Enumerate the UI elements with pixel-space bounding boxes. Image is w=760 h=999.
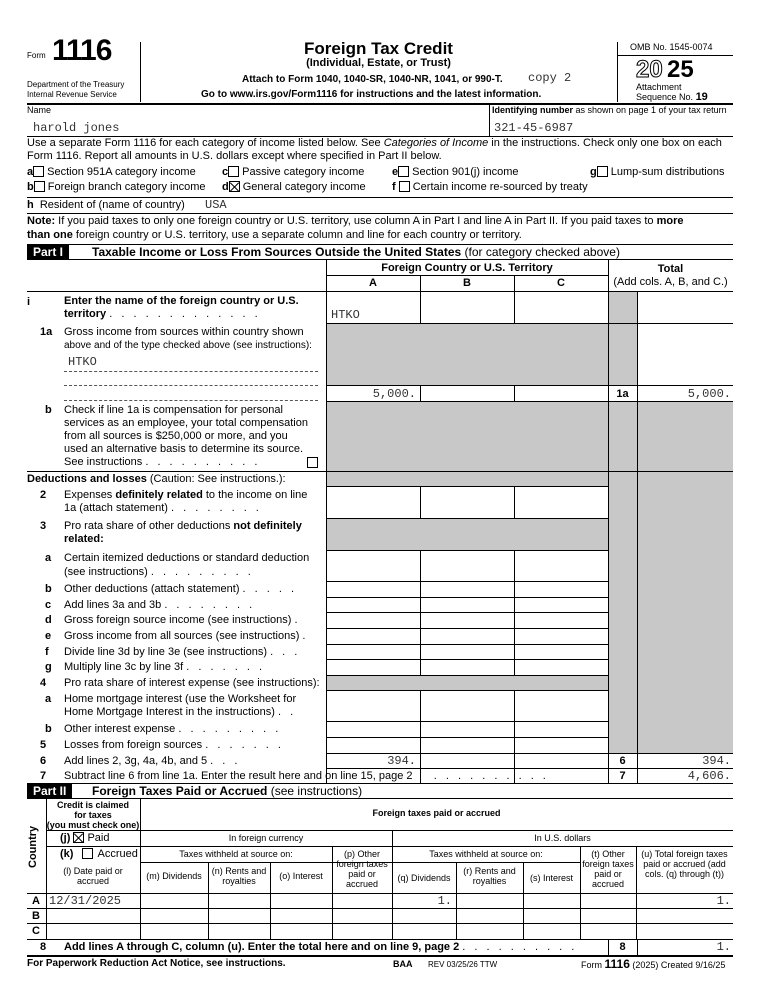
category-c[interactable]: c Passive category income [222,166,365,178]
grid-line [140,830,733,831]
checkbox-b[interactable] [34,181,45,192]
revision-label: REV 03/25/26 TTW [428,960,498,969]
row-c-label: C [32,925,40,937]
grid-line [326,275,608,276]
grid-line [27,798,733,799]
line-6-total[interactable]: 394. [702,754,731,768]
form-number: 1116 [52,34,112,67]
line-i-text: Enter the name of the foreign country or U.S. [64,295,299,307]
total-header: Total [657,263,684,275]
line-4-number: 4 [40,677,47,689]
form-title: Foreign Tax Credit [304,39,453,58]
department: Department of the Treasury [27,80,125,89]
grid-line [489,103,490,136]
line-3c-number: c [45,599,52,611]
line-1a-description[interactable]: HTKO [68,355,97,369]
note-text-2: than one foreign country or U.S. territory, use a separate column and line for each country or territory. [27,229,522,241]
id-label: Identifying number as shown on page 1 of your tax return [492,105,727,115]
line-1a-col-a[interactable]: 5,000. [372,387,416,401]
line-1a-text: Gross income from sources within country shown [64,326,304,338]
grid-line [392,862,580,863]
instructions-link[interactable]: Go to www.irs.gov/Form1116 for instructions and the latest information. [201,89,542,100]
line-3e-number: e [45,630,52,642]
line-3-text-2: related: [64,533,104,545]
line-3f-number: f [45,646,49,658]
country-label: Country [27,825,39,868]
line-6-number: 6 [40,755,47,767]
grid-line [327,401,608,471]
grid-line [326,659,608,660]
attachment-label: Attachment [636,82,682,92]
leader-dots: . . . . . . . . . . [145,456,261,468]
line-3-text: Pro rata share of other deductions not definitely [64,520,302,532]
footer-form-id: Form 1116 (2025) Created 9/16/25 [581,957,726,971]
grid-line [140,846,733,847]
intro-text-2: Form 1116. Report all amounts in U.S. dollars except where specified in Part II below. [27,150,442,162]
grid-line [326,581,608,582]
part2-tag: Part II [27,784,72,798]
leader-dots: . . . . . . . . [164,599,256,611]
line-1b-text: Check if line 1a is compensation for personal [64,404,283,416]
leader-dots: . . . . . . . [205,739,284,751]
grid-line [140,798,141,939]
tax-year-bold: 25 [667,56,694,83]
line-1a-text-2: above and of the type checked above (see instructions): [64,340,312,351]
name-label: Name [27,105,52,115]
us-dollars-header: In U.S. dollars [534,833,591,843]
col-l-header: (l) Date paid or accrued [63,866,123,886]
line-3a-text: Certain itemized deductions or standard deduction [64,552,310,564]
grid-line [326,628,608,629]
grid-line [326,486,608,487]
col-t-header: (t) Other foreign taxes paid or accrued [582,849,634,889]
line-i-text-2: territory . . . . . . . . . . . . . [64,308,261,320]
row-a-label: A [32,895,40,907]
column-c-header: C [557,277,565,289]
line-3c-text: Add lines 3a and 3b . . . . . . . . [64,599,256,611]
copy-label: copy 2 [528,71,572,85]
leader-dots: . . . . . . . . . . [462,941,578,953]
paid-option[interactable]: (j) Paid [60,832,110,844]
leader-dots: . . . . . [242,583,298,595]
line-1b-text-2: services as an employee, your total compensation [64,417,308,429]
line-1b-text-3: from all sources is $250,000 or more, and you [64,430,288,442]
line-1a-total[interactable]: 5,000. [687,387,731,401]
line-4a-text-2: Home Mortgage Interest in the instructions) . . [64,706,297,718]
category-g[interactable]: g Lump-sum distributions [590,166,725,178]
checkbox-g[interactable] [597,166,608,177]
leader-dots: . . . [210,755,241,767]
col-r-header: (r) Rents and royalties [463,866,516,886]
leader-dots: . [294,614,301,626]
line-8-text: Add lines A through C, column (u). Enter the total here and on line 9, page 2 . . . . . . . . . . [64,941,578,953]
col-m-header: (m) Dividends [146,871,202,881]
line-3a-text-2: (see instructions) . . . . . . . . . [64,566,254,578]
line-3-number: 3 [40,520,47,532]
line-3b-text: Other deductions (attach statement) . . . . . [64,583,298,595]
grid-line [27,471,733,472]
grid-line [326,550,608,551]
grid-line [327,675,608,690]
col-n-header: (n) Rents and royalties [211,866,267,886]
grid-line [617,42,618,102]
grid-line [27,259,733,260]
grid-line [326,612,608,613]
line-1b-text-5: See instructions . . . . . . . . . . [64,456,261,468]
row-b-label: B [32,910,40,922]
line-5-number: 5 [40,739,47,751]
grid-line [326,401,733,402]
accrued-option[interactable]: (k) Accrued [60,848,138,860]
withheld-fc-header: Taxes withheld at source on: [179,849,293,859]
grid-line [326,690,608,691]
grid-line [609,292,637,386]
foreign-currency-header: In foreign currency [228,833,304,843]
line-4a-text: Home mortgage interest (use the Worksheet for [64,693,297,705]
attach-note: Attach to Form 1040, 1040-SR, 1040-NR, 1041, or 990-T. [242,74,503,85]
leader-dots: . . . . . . . [186,661,266,673]
leader-dots: . . . . . . . . . . [415,770,549,782]
line-7-total[interactable]: 4,606. [687,769,731,783]
line-3b-number: b [45,583,52,595]
form-label: Form [27,51,46,60]
line-7-number: 7 [40,770,47,782]
line-3g-text: Multiply line 3c by line 3f . . . . . . . [64,661,266,673]
intro-text: Use a separate Form 1116 for each category of income listed below. See Categories of Income in the instructions. Check only one box on each [27,137,722,149]
line-5-text: Losses from foreign sources . . . . . . . [64,739,284,751]
grid-line [327,471,608,486]
line-7-text: Subtract line 6 from line 1a. Enter the result here and on line 15, page 2 . . . . . . . . . . [64,770,549,782]
row-a-dividends-usd[interactable]: 1. [437,894,452,908]
taxpayer-id[interactable]: 321-45-6987 [494,121,574,135]
resident-row: h Resident of (name of country) [27,199,185,211]
omb-number: OMB No. 1545-0074 [630,42,713,52]
line-3g-number: g [45,661,52,673]
line-4-text: Pro rata share of interest expense (see instructions): [64,677,320,689]
line-4b-number: b [45,723,52,735]
line-3d-number: d [45,614,52,626]
grid-line [46,846,140,847]
leader-dots: . . . . . . . . . . . . . [109,308,261,320]
column-b-header: B [463,277,471,289]
taxpayer-name[interactable]: harold jones [33,121,120,135]
checkbox-d-checked[interactable] [229,181,240,192]
line-8-number: 8 [40,941,47,953]
grid-line [327,518,608,550]
grid-line [27,197,733,198]
line-7-box: 7 [619,770,626,782]
tax-year-outline: 20 [636,56,663,83]
irs-label: Internal Revenue Service [27,90,117,99]
accrued-checkbox[interactable] [82,848,93,859]
grid-line [27,923,733,924]
row-a-date[interactable]: 12/31/2025 [49,894,122,908]
grid-line [326,385,733,386]
line-1b-checkbox[interactable] [307,457,318,468]
line-4a-number: a [45,693,52,705]
line-1b-number: b [45,404,52,416]
part2-title: Foreign Taxes Paid or Accrued (see instructions) [92,784,363,798]
leader-dots: . . . . . . . . [171,502,262,514]
grid-line [326,644,608,645]
deductions-header: Deductions and losses (Caution: See instructions.): [27,473,286,485]
line-3d-text: Gross foreign source income (see instructions) . [64,614,301,626]
grid-line [326,721,608,722]
col-o-header: (o) Interest [279,871,323,881]
part1-tag: Part I [27,245,69,259]
category-b[interactable]: b Foreign branch category income [27,181,206,193]
leader-dots: . [302,630,309,642]
resident-country[interactable]: USA [205,198,227,212]
grid-line [27,908,733,909]
line-8-box: 8 [619,941,626,953]
checkbox-f[interactable] [399,181,410,192]
line-6-col-a[interactable]: 394. [387,754,416,768]
total-subheader: (Add cols. A, B, and C.) [613,276,728,288]
leader-dots: . . . . . . . . . [150,566,254,578]
form-subtitle: (Individual, Estate, or Trust) [306,57,451,69]
leader-dots: . . . . . . . . . [178,723,282,735]
col-p-header: (p) Other foreign taxes paid or accrued [336,849,388,889]
category-d[interactable]: d General category income [222,181,366,193]
line-1a-box: 1a [616,388,629,400]
credit-claimed-label: Credit is claimed for taxes (you must check one) [46,800,140,830]
grid-line [326,323,733,324]
withheld-usd-header: Taxes withheld at source on: [429,849,543,859]
checkbox-e[interactable] [398,166,409,177]
grid-line [326,737,608,738]
leader-dots: . . [278,706,297,718]
line-8-total[interactable]: 1. [716,940,731,954]
line-2-number: 2 [40,489,47,501]
grid-line [326,518,608,519]
line-1a-number: 1a [40,326,53,338]
baa-label: BAA [393,959,413,969]
col-q-header: (q) Dividends [397,873,451,883]
checkbox-a[interactable] [33,166,44,177]
grid-line [638,401,733,753]
line-6-box: 6 [619,755,626,767]
row-a-total[interactable]: 1. [716,894,731,908]
col-s-header: (s) Interest [529,873,573,883]
category-e[interactable]: e Section 901(j) income [392,166,519,178]
foreign-taxes-header: Foreign taxes paid or accrued [372,808,501,818]
leader-dots: . . . [270,646,301,658]
line-1b-text-4: used an alternative basis to determine its source. [64,443,304,455]
grid-line [609,401,637,753]
sequence-label: Sequence No. 19 [636,91,708,103]
grid-line [326,675,608,676]
grid-line [326,597,608,598]
line-4b-text: Other interest expense . . . . . . . . . [64,723,282,735]
line-2-text-2: 1a (attach statement) . . . . . . . . [64,502,262,514]
grid-line [46,830,140,831]
column-a-header: A [369,277,377,289]
line-2-text: Expenses definitely related to the income on line [64,489,308,501]
paid-checkbox-checked[interactable] [73,832,84,843]
line-3a-number: a [45,552,52,564]
grid-line [327,323,608,385]
part1-title: Taxable Income or Loss From Sources Outside the United States (for category checked above) [92,245,620,259]
paperwork-notice: For Paperwork Reduction Act Notice, see instructions. [27,958,286,969]
grid-line [27,893,733,894]
line-6-text: Add lines 2, 3g, 4a, 4b, and 5 . . . [64,755,241,767]
checkbox-c[interactable] [228,166,239,177]
category-f[interactable]: f Certain income re-sourced by treaty [392,181,588,193]
line-i-col-a[interactable]: HTKO [331,308,360,322]
grid-line [27,213,733,214]
line-i-number: i [27,296,31,308]
country-header: Foreign Country or U.S. Territory [381,262,553,274]
line-3e-text: Gross income from all sources (see instructions) . [64,630,309,642]
line-3f-text: Divide line 3d by line 3e (see instructions) . . . [64,646,301,658]
grid-line [27,939,733,940]
category-a[interactable]: a Section 951A category income [27,166,196,178]
col-u-header: (u) Total foreign taxes paid or accrued (add cols. (q) through (t)) [641,849,728,879]
note-text: Note: If you paid taxes to only one foreign country or U.S. territory, use column A in Part I and line A in Part II. If you paid taxes to more [27,215,684,227]
